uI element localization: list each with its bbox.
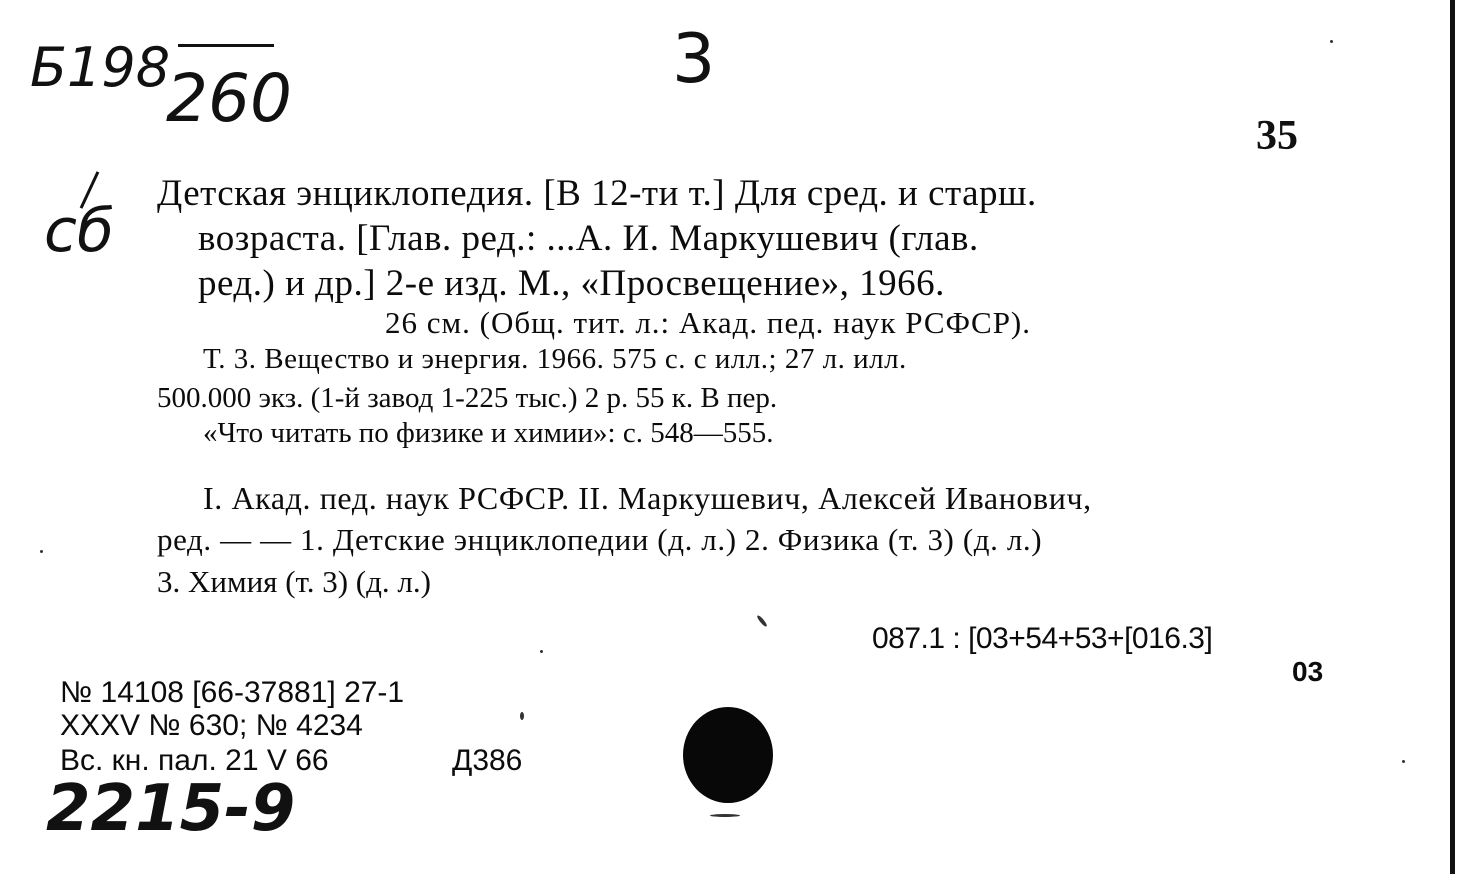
shelf-fraction-line xyxy=(178,44,274,47)
registry-code: Д386 xyxy=(452,744,523,777)
scan-speck xyxy=(710,814,740,817)
tracing-line: 3. Химия (т. 3) (д. л.) xyxy=(157,564,431,599)
punch-hole xyxy=(683,707,773,803)
shelf-prefix-handwritten: Б198 xyxy=(30,36,171,99)
tracing-line: I. Акад. пед. наук РСФСР. II. Маркушевич, Алексей Иванович, xyxy=(203,480,1092,516)
inventory-handwritten: 2215-9 xyxy=(46,772,296,846)
tracing-line: ред. — — 1. Детские энциклопедии (д. л.) 2. Физика (т. 3) (д. л.) xyxy=(157,522,1043,557)
classification-subcode: 03 xyxy=(1292,656,1324,687)
side-mark-handwritten: сб xyxy=(44,196,114,266)
card-number: 35 xyxy=(1256,113,1298,159)
card-edge xyxy=(1450,0,1455,874)
scan-speck xyxy=(1330,40,1333,43)
scan-speck xyxy=(520,712,524,720)
registry-line: № 14108 [66-37881] 27-1 xyxy=(60,676,405,709)
entry-heading-line: Детская энциклопедия. [В 12-ти т.] Для сред. и старш. xyxy=(157,173,1037,214)
scan-speck xyxy=(756,614,768,627)
volume-line: «Что читать по физике и химии»: с. 548—555. xyxy=(203,417,774,449)
scan-speck xyxy=(40,550,43,553)
volume-line: Т. 3. Вещество и энергия. 1966. 575 с. с илл.; 27 л. илл. xyxy=(203,343,907,375)
registry-line: XXXV № 630; № 4234 xyxy=(60,709,363,742)
entry-physical-line: 26 см. (Общ. тит. л.: Акад. пед. наук РСФСР). xyxy=(385,305,1032,340)
shelf-number-handwritten: 260 xyxy=(166,60,292,137)
classification-code: 087.1 : [03+54+53+[016.3] xyxy=(872,622,1213,655)
registry-line: Вс. кн. пал. 21 V 66 xyxy=(60,744,329,777)
volume-mark-handwritten: 3 xyxy=(672,20,716,99)
scan-speck xyxy=(540,650,543,653)
volume-line: 500.000 экз. (1-й завод 1-225 тыс.) 2 р. 55 к. В пер. xyxy=(157,382,778,414)
entry-line: возраста. [Глав. ред.: ...А. И. Маркушевич (глав. xyxy=(198,218,979,259)
scan-speck xyxy=(1402,760,1405,763)
entry-line: ред.) и др.] 2-е изд. М., «Просвещение», 1966. xyxy=(198,263,945,304)
